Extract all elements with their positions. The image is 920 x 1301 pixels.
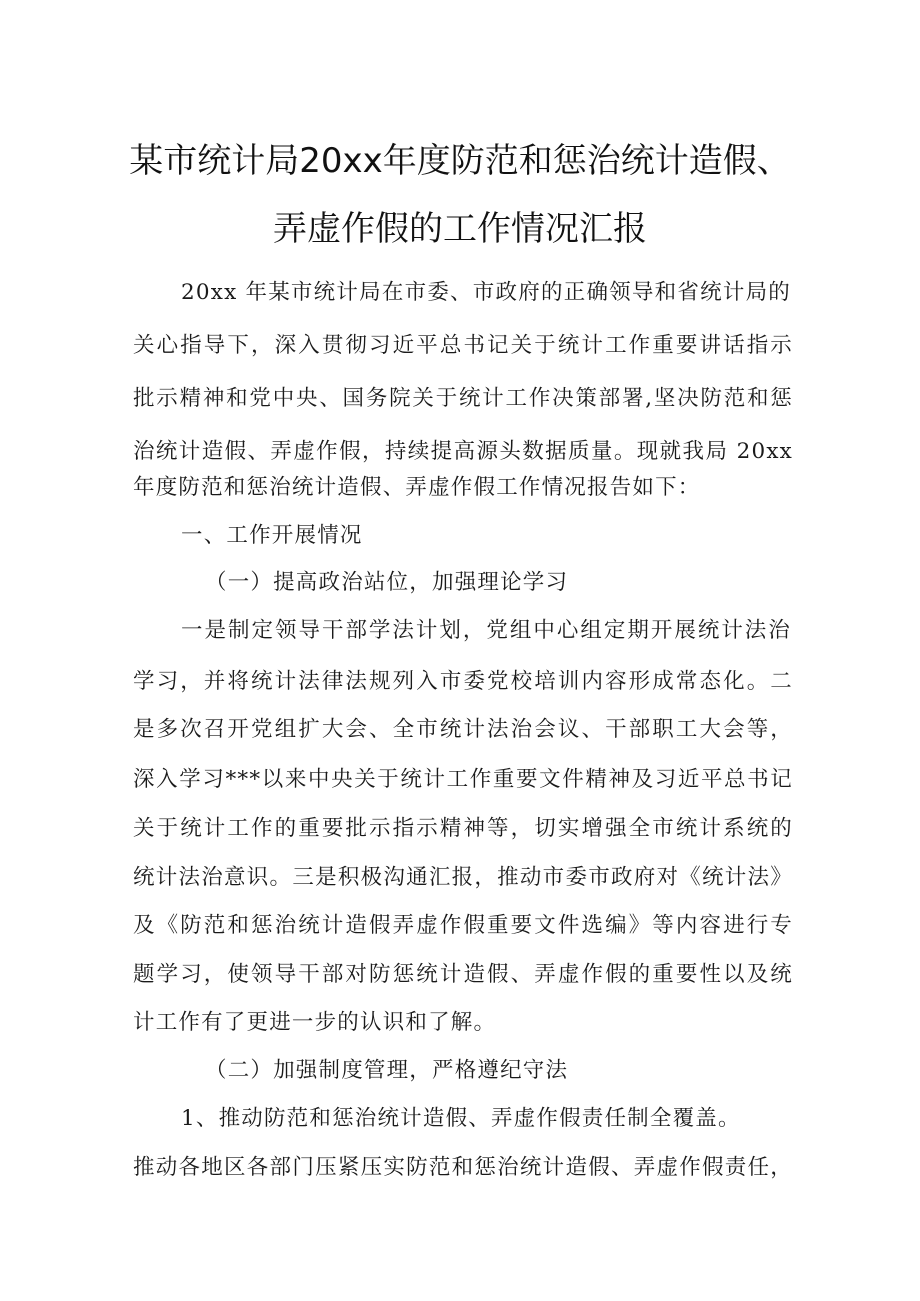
paragraph-2-line-8: 题学习，使领导干部对防惩统计造假、弄虚作假的重要性以及统: [133, 962, 793, 987]
item-heading-1: 1、推动防范和惩治统计造假、弄虚作假责任制全覆盖。: [181, 1106, 741, 1131]
paragraph-1-line-2: 关心指导下，深入贯彻习近平总书记关于统计工作重要讲话指示: [133, 333, 793, 358]
paragraph-2-line-9: 计工作有了更进一步的认识和了解。: [133, 1010, 497, 1035]
paragraph-2-line-2: 学习，并将统计法律法规列入市委党校培训内容形成常态化。二: [133, 669, 793, 694]
paragraph-2-line-7: 及《防范和惩治统计造假弄虚作假重要文件选编》等内容进行专: [133, 913, 793, 938]
document-title-line-1: 某市统计局20xx年度防范和惩治统计造假、: [129, 141, 791, 181]
paragraph-1-line-1: 20xx 年某市统计局在市委、市政府的正确领导和省统计局的: [181, 280, 791, 305]
paragraph-2-line-6: 统计法治意识。三是积极沟通汇报，推动市委市政府对《统计法》: [133, 865, 793, 890]
subsection-heading-1: （一）提高政治站位，加强理论学习: [205, 570, 569, 595]
section-heading-1: 一、工作开展情况: [181, 523, 363, 548]
paragraph-2-line-1: 一是制定领导干部学法计划，党组中心组定期开展统计法治: [181, 618, 791, 643]
paragraph-2-line-4: 深入学习***以来中央关于统计工作重要文件精神及习近平总书记: [133, 767, 793, 792]
paragraph-1-line-3: 批示精神和党中央、国务院关于统计工作决策部署,坚决防范和惩: [133, 386, 793, 411]
paragraph-3-line-1: 推动各地区各部门压紧压实防范和惩治统计造假、弄虚作假责任，: [133, 1155, 793, 1180]
paragraph-1-line-4: 治统计造假、弄虚作假，持续提高源头数据质量。现就我局 20xx: [133, 439, 793, 464]
subsection-heading-2: （二）加强制度管理，严格遵纪守法: [205, 1058, 569, 1083]
document-title-line-2: 弄虚作假的工作情况汇报: [273, 209, 647, 249]
paragraph-2-line-5: 关于统计工作的重要批示指示精神等，切实增强全市统计系统的: [133, 816, 793, 841]
paragraph-1-line-5: 年度防范和惩治统计造假、弄虚作假工作情况报告如下：: [133, 475, 701, 500]
paragraph-2-line-3: 是多次召开党组扩大会、全市统计法治会议、干部职工大会等，: [133, 717, 793, 742]
